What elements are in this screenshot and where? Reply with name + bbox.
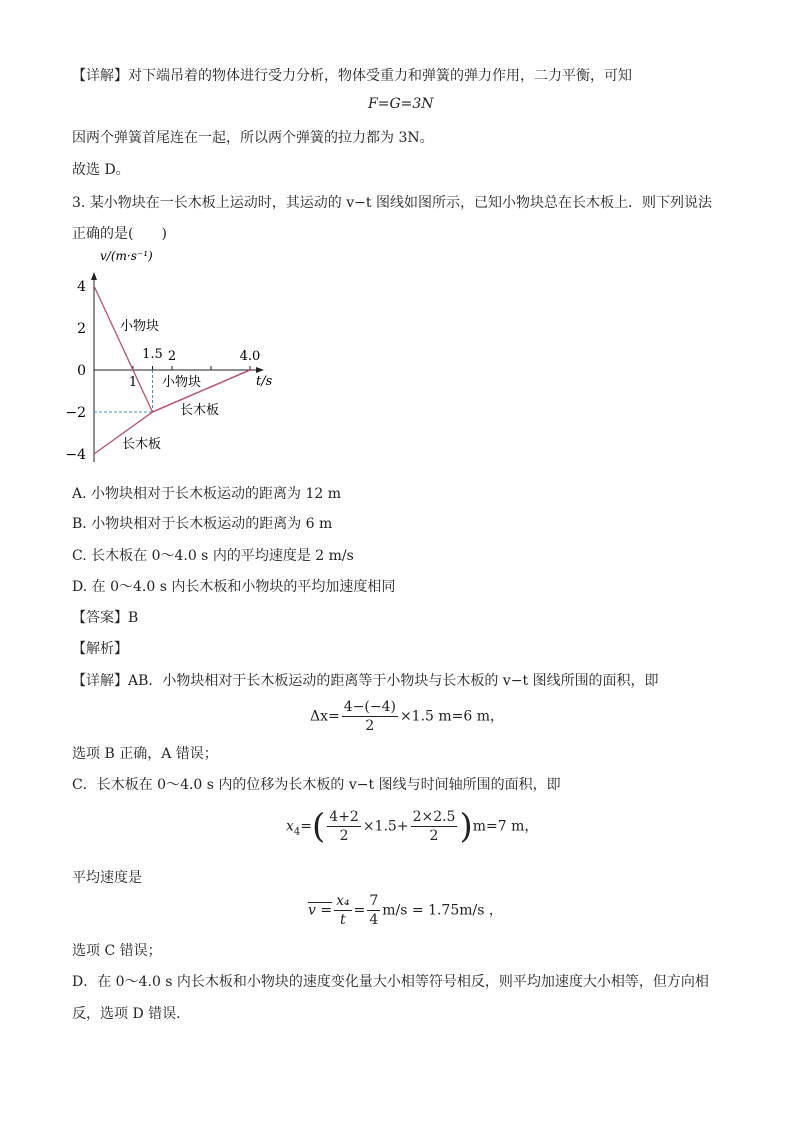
x4-rhs: m=7 m， bbox=[472, 818, 539, 835]
y-axis-label: v/(m·s⁻¹) bbox=[100, 249, 153, 263]
close-paren: ) bbox=[459, 806, 473, 847]
c-wrong: 选项 C 错误； bbox=[72, 943, 162, 959]
open-paren: ( bbox=[312, 806, 326, 847]
v-eq: = bbox=[353, 902, 366, 919]
v-rhs: m/s = 1.75m/s ， bbox=[382, 902, 503, 919]
spring-conclusion: 因两个弹簧首尾连在一起，所以两个弹簧的拉力都为 3N。 bbox=[72, 130, 434, 146]
option-d: D. 在 0～4.0 s 内长木板和小物块的平均加速度相同 bbox=[72, 579, 396, 595]
detail-d2: 反，选项 D 错误． bbox=[72, 1006, 191, 1022]
label-block-upper: 小物块 bbox=[120, 319, 160, 334]
v-f2-denominator: 4 bbox=[369, 912, 379, 928]
y-tick-label: 4 bbox=[77, 279, 86, 295]
x4-eq: = bbox=[300, 818, 313, 835]
x4-f2-denominator: 2 bbox=[429, 828, 439, 844]
v-f1-numerator: x₄ bbox=[336, 893, 350, 909]
choose-d: 故选 D。 bbox=[72, 162, 130, 178]
label-board-lower: 长木板 bbox=[122, 437, 162, 452]
x4-f2-numerator: 2×2.5 bbox=[412, 809, 456, 825]
dx-lhs: Δx= bbox=[310, 708, 340, 725]
detail-ab: 【详解】AB．小物块相对于长木板运动的距离等于小物块与长木板的 v−t 图线所围的面积，即 bbox=[72, 673, 659, 689]
x-tick-label: 1 bbox=[128, 375, 138, 390]
vt-chart bbox=[65, 246, 290, 476]
y-tick-label: 2 bbox=[77, 321, 86, 337]
option-c: C. 长木板在 0～4.0 s 内的平均速度是 2 m/s bbox=[72, 548, 354, 564]
answer: 【答案】B bbox=[72, 610, 139, 626]
formula-x4 bbox=[286, 808, 538, 845]
detail-intro: 【详解】对下端吊着的物体进行受力分析，物体受重力和弹簧的弹力作用，二力平衡，可知 bbox=[72, 68, 632, 84]
detail-d1: D．在 0～4.0 s 内长木板和小物块的速度变化量大小相等符号相反，则平均加速度大小相等，但方向相 bbox=[72, 974, 709, 990]
b-correct: 选项 B 正确，A 错误； bbox=[72, 746, 218, 762]
avg-speed: 平均速度是 bbox=[72, 870, 142, 886]
formula-avg-v bbox=[308, 892, 503, 929]
x4-f1-numerator: 4+2 bbox=[329, 809, 359, 825]
dx-numerator: 4−(−4) bbox=[343, 699, 396, 715]
v-lhs: v = bbox=[308, 902, 333, 919]
x-tick-label: 2 bbox=[167, 349, 177, 364]
option-b: B. 小物块相对于长木板运动的距离为 6 m bbox=[72, 516, 333, 532]
v-f1-denominator: t bbox=[340, 912, 346, 928]
q3-line2: 正确的是( ) bbox=[72, 226, 167, 242]
dx-fraction bbox=[342, 698, 398, 735]
label-board-upper: 长木板 bbox=[180, 403, 220, 418]
dx-rhs: ×1.5 m=6 m， bbox=[399, 708, 505, 725]
x4-fraction-1 bbox=[327, 808, 361, 845]
x4-fraction-2 bbox=[411, 808, 458, 845]
label-block-lower: 小物块 bbox=[162, 375, 202, 390]
v-fraction-1 bbox=[334, 892, 352, 929]
formula-fg: F=G=3N bbox=[368, 96, 434, 112]
y-tick-label: 0 bbox=[77, 363, 86, 379]
analysis-heading: 【解析】 bbox=[72, 641, 128, 657]
formula-dx bbox=[310, 698, 504, 735]
v-f2-numerator: 7 bbox=[369, 893, 379, 909]
y-tick-label: −4 bbox=[65, 447, 86, 463]
x4-subscript: 4 bbox=[293, 826, 301, 838]
x4-f1-denominator: 2 bbox=[339, 828, 349, 844]
dx-denominator: 2 bbox=[365, 718, 375, 734]
v-fraction-2 bbox=[367, 892, 380, 929]
x4-mid: ×1.5+ bbox=[362, 818, 409, 835]
x-tick-label: 4.0 bbox=[239, 349, 261, 364]
option-a: A. 小物块相对于长木板运动的距离为 12 m bbox=[72, 486, 342, 502]
x4-lhs: x bbox=[286, 818, 294, 835]
y-tick-label: −2 bbox=[65, 405, 86, 421]
x-tick-label: 1.5 bbox=[142, 347, 163, 362]
q3-line1: 3. 某小物块在一长木板上运动时，其运动的 v−t 图线如图所示，已知小物块总在长木板上．则下列说法 bbox=[72, 195, 712, 211]
detail-c: C．长木板在 0～4.0 s 内的位移为长木板的 v−t 图线与时间轴所围的面积，即 bbox=[72, 777, 561, 793]
x-axis-label: t/s bbox=[256, 374, 273, 389]
